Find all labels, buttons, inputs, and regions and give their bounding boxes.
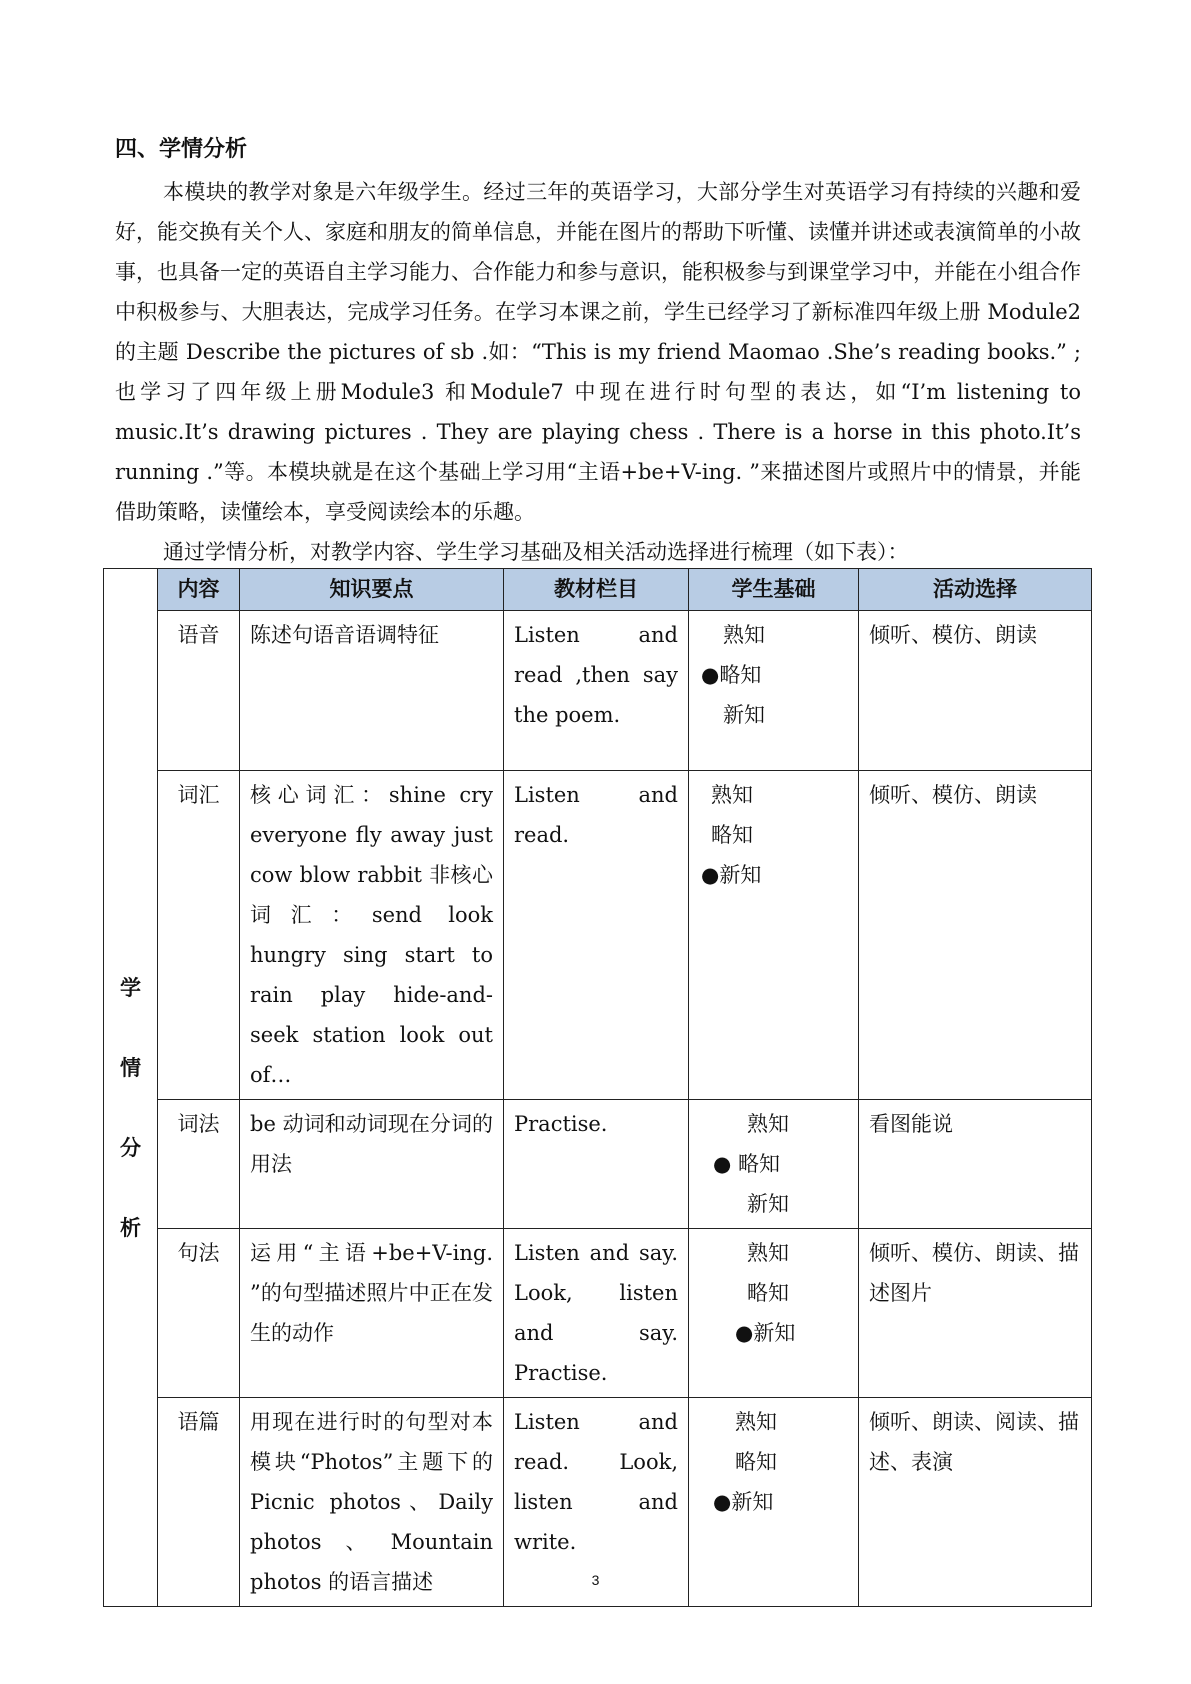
header-basis: 学生基础 (689, 569, 859, 611)
basis-familiar: 熟知 (723, 623, 765, 647)
basis-partial: ● 略知 (713, 1152, 780, 1176)
table-header-row (104, 569, 1092, 611)
row-knowledge: 核心词汇：shine cry everyone fly away just cow blow rabbit 非核心词汇：send look hungry sing start to rain play hide-and-seek station look out of… (240, 771, 504, 1100)
row-textbook: Listen and read. (504, 771, 689, 1100)
row-basis (689, 611, 859, 771)
row-activity: 倾听、朗读、阅读、描述、表演 (859, 1398, 1092, 1607)
basis-new: ●新知 (701, 863, 762, 887)
row-basis (689, 771, 859, 1100)
header-content: 内容 (158, 569, 240, 611)
basis-familiar: 熟知 (735, 1410, 777, 1434)
row-activity: 看图能说 (859, 1100, 1092, 1229)
basis-partial: 略知 (747, 1281, 789, 1305)
header-textbook: 教材栏目 (504, 569, 689, 611)
table-row (104, 771, 1092, 1100)
row-activity: 倾听、模仿、朗读 (859, 771, 1092, 1100)
basis-new: 新知 (723, 703, 765, 727)
table-row (104, 1229, 1092, 1398)
side-header-cell (104, 569, 158, 611)
basis-partial: ●略知 (701, 663, 762, 687)
page-number: 3 (591, 1572, 600, 1588)
basis-partial: 略知 (735, 1450, 777, 1474)
row-knowledge: be 动词和动词现在分词的用法 (240, 1100, 504, 1229)
table-row (104, 611, 1092, 771)
row-knowledge: 运用“主语+be+V-ing. ”的句型描述照片中正在发生的动作 (240, 1229, 504, 1398)
row-textbook: Listen and read ,then say the poem. (504, 611, 689, 771)
row-activity: 倾听、模仿、朗读 (859, 611, 1092, 771)
side-char: 情 (120, 1056, 141, 1081)
basis-new: 新知 (747, 1192, 789, 1216)
row-basis (689, 1100, 859, 1229)
basis-familiar: 熟知 (747, 1112, 789, 1136)
row-basis (689, 1229, 859, 1398)
row-knowledge: 用现在进行时的句型对本模块“Photos”主题下的 Picnic photos、Daily photos、Mountain photos 的语言描述 (240, 1398, 504, 1607)
row-textbook: Listen and read. Look, listen and write. (504, 1398, 689, 1607)
row-category: 语篇 (158, 1398, 240, 1607)
section-title: 四、学情分析 (115, 137, 248, 162)
basis-new: ●新知 (735, 1321, 796, 1345)
row-knowledge: 陈述句语音语调特征 (240, 611, 504, 771)
header-activity: 活动选择 (859, 569, 1092, 611)
side-char: 学 (120, 976, 141, 1001)
basis-familiar: 熟知 (747, 1241, 789, 1265)
row-category: 词法 (158, 1100, 240, 1229)
table-intro: 通过学情分析，对教学内容、学生学习基础及相关活动选择进行梳理（如下表）： (163, 540, 909, 564)
analysis-paragraph: 本模块的教学对象是六年级学生。经过三年的英语学习，大部分学生对英语学习有持续的兴趣和爱好，能交换有关个人、家庭和朋友的简单信息，并能在图片的帮助下听懂、读懂并讲述或表演简单的小故事，也具备一定的英语自主学习能力、合作能力和参与意识，能积极参与到课堂学习中，并能在小组合作中积极参与、大胆表达，完成学习任务。在学习本课之前，学生已经学习了新标准四年级上册 Module2 的主题 Describe the pictures of sb .如：“This is my friend Maomao .She’s reading books.” ;也学习了四年级上册Module3 和Module7 中现在进行时句型的表达，如“I’m listening to music.It’s drawing pictures . They are playing chess . There is a horse in this photo.It’s running .”等。本模块就是在这个基础上学习用“主语+be+V-ing. ”来描述图片或照片中的情景，并能借助策略，读懂绘本，享受阅读绘本的乐趣。 (115, 180, 1081, 524)
side-char: 分 (120, 1136, 141, 1161)
row-category: 词汇 (158, 771, 240, 1100)
header-knowledge: 知识要点 (240, 569, 504, 611)
basis-partial: 略知 (711, 823, 753, 847)
table-row (104, 1100, 1092, 1229)
analysis-table (103, 568, 1092, 1607)
basis-new: ●新知 (713, 1490, 774, 1514)
basis-familiar: 熟知 (711, 783, 753, 807)
row-activity: 倾听、模仿、朗读、描述图片 (859, 1229, 1092, 1398)
row-category: 句法 (158, 1229, 240, 1398)
side-label (104, 611, 158, 1607)
row-textbook: Listen and say. Look, listen and say. Practise. (504, 1229, 689, 1398)
row-textbook: Practise. (504, 1100, 689, 1229)
side-char: 析 (120, 1216, 141, 1241)
row-category: 语音 (158, 611, 240, 771)
